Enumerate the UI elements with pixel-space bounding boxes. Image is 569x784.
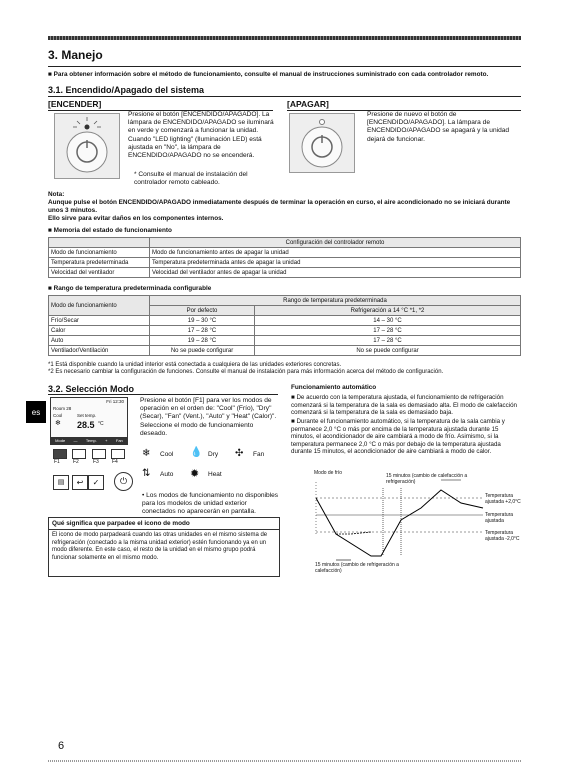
f3-button[interactable] [92,449,106,459]
mode-note: • Los modos de funcionamiento no disponibles para los modelos de unidad exterior conectados no aparecerán en pantalla. [142,492,279,516]
f1-button[interactable] [53,449,67,459]
diagram-set: Temperatura ajustada [485,512,514,524]
auto-diagram [291,468,521,588]
on-footnote: * Consulte el manual de instalación del controlador remoto cableado. [134,171,248,187]
table-row: Velocidad del ventilador Velocidad del ventilador antes de apagar la unidad [49,268,521,278]
footnote-1: *1 Está disponible cuando la unidad interior está conectada a cualquiera de las unidades exteriores concretas. [48,362,342,368]
fan-icon: ✣ [235,448,244,459]
remote-temp: 28.5 [77,420,95,430]
divider [48,394,278,395]
f1-label: F1 [54,459,60,465]
f4-button[interactable] [111,449,125,459]
mode-auto-label: Auto [160,471,174,478]
mode-instructions: Presione el botón [F1] para ver los modos de operación en el orden de: "Cool" (Frío), "Dry" (Secar), "Fan" (Vent.), "Auto" y "Heat" (Calor)". Seleccione el modo de funcionamiento deseado. [140,397,277,437]
heat-icon: ✹ [190,468,200,480]
remote-mode: Cool [53,413,63,418]
language-tab: es [26,401,46,423]
divider [49,529,279,530]
on-instructions: Presione el botón [ENCENDIDO/APAGADO]. La lámpara de ENCENDIDO/APAGADO se iluminará en verde y comenzará a funcionar la unidad. Cuando "LED lighting" (Iluminación LED) está ajustada en "No", la lámpara de ENCENDIDO/APAGADO no se encenderá. [128,111,274,160]
f2-label: F2 [73,459,79,465]
off-button-illustration [289,113,355,173]
range-table: Modo de funcionamiento Rango de temperatura predeterminada Por defecto Refrigeración a 14 °C *1, *2 Frío/Secar 19 – 30 °C 14 – 30 °C Calor 17 – 28 °C 17 – 28 °C Auto 19 – 28 °C 17 – 28 °C Ventilador/Ventilación No se puede configurar No se puede configurar [48,295,521,356]
confirm-button[interactable]: ✓ [88,475,104,490]
on-button-illustration [54,113,120,179]
power-button-off-icon [290,114,354,172]
range-title: ■ Rango de temperatura predeterminada configurable [48,285,212,292]
remote-time: Fri 12:30 [106,399,124,404]
table-row: Auto 19 – 28 °C 17 – 28 °C [49,336,521,346]
return-button[interactable]: ↩ [72,475,88,490]
mode-icons [140,446,280,486]
divider [48,66,521,67]
remote-set-label: Set temp. [77,413,97,418]
cool-icon: ❄ [142,448,151,459]
table-row: Ventilador/Ventilación No se puede configurar No se puede configurar [49,346,521,356]
subsection-title-power: 3.1. Encendido/Apagado del sistema [48,85,205,95]
divider [48,96,521,97]
off-instructions: Presione de nuevo el botón de [ENCENDIDO/APAGADO]. La lámpara de ENCENDIDO/APAGADO se apagará y la unidad dejará de funcionar. [367,111,510,143]
off-tag: [APAGAR] [287,99,329,109]
auto-bullet-1: ■ De acuerdo con la temperatura ajustada, el funcionamiento de refrigeración comenzará si la temperatura de la sala es demasiado alta. El modo de calefacción comenzará si la temperatura de la sala es demasiado baja. [291,394,517,417]
blink-box-text: El icono de modo parpadeará cuando las otras unidades en el mismo sistema de refrigeración (conectado a la misma unidad exterior) estén funcionando ya en un modo diferente. En este caso, el resto de la unidad en el mismo grupo podrá funcionar solamente en el mismo modo. [52,532,268,561]
remote-bar: Mode — Temp. + Fan [51,437,127,444]
diagram-minus2: Temperatura ajustada -2,0°C [485,530,520,542]
page-number: 6 [58,740,65,752]
mode-cool-label: Cool [160,451,174,458]
bottom-rule [48,760,521,762]
blink-box-title: Qué significa que parpadee el icono de modo [52,520,190,527]
memory-title: ■ Memoria del estado de funcionamiento [48,227,172,234]
dry-icon: 💧 [190,447,203,458]
diagram-15min-b: 15 minutos (cambio de refrigeración a calefacción) [315,562,399,574]
note-line-2: Ello sirve para evitar daños en los componentes internos. [48,215,224,222]
top-rule [48,36,521,40]
table-row: Modo de funcionamiento Modo de funcionamiento antes de apagar la unidad [49,248,521,258]
diagram-plus2: Temperatura ajustada +2,0°C [485,493,521,505]
diagram-cool-label: Modo de frío [314,470,343,476]
on-tag: [ENCENDER] [48,99,102,109]
mode-fan-label: Fan [253,451,265,458]
note-label: Nota: [48,191,65,198]
menu-button[interactable]: ▤ [53,475,69,490]
remote-room: Room 28 [53,406,72,411]
subsection-title-mode: 3.2. Selección Modo [48,384,135,394]
f4-label: F4 [112,459,118,465]
table-row: Calor 17 – 28 °C 17 – 28 °C [49,326,521,336]
mode-dry-label: Dry [208,451,219,458]
footnote-2: *2 Es necesario cambiar la configuración de funciones. Consulte el manual de instalación para más información acerca del método de configuración. [48,369,444,375]
power-button-lit-icon [55,114,119,178]
snowflake-icon: ❄ [55,420,61,427]
table-row: Frío/Secar 19 – 30 °C 14 – 30 °C [49,316,521,326]
remote-lower-buttons [50,471,132,491]
f3-label: F3 [93,459,99,465]
table-row: Temperatura predeterminada Temperatura predeterminada antes de apagar la unidad [49,258,521,268]
note-line-1: Aunque pulse el botón ENCENDIDO/APAGADO inmediatamente después de terminar la operación en curso, el aire acondicionado no se iniciará durante unos 3 minutos. [48,199,511,214]
mode-heat-label: Heat [208,471,222,478]
auto-title: Funcionamiento automático [291,384,377,391]
f2-button[interactable] [72,449,86,459]
remote-screen [50,397,128,445]
section-title: 3. Manejo [48,48,103,62]
remote-illustration [50,397,128,475]
auto-icon: ⇅ [142,468,151,479]
auto-bullet-2: ■ Durante el funcionamiento automático, si la temperatura de la sala cambia y permanece 2,0 °C o más por encima de la temperatura ajustada durante 15 minutos, el acondicionador de aire cambiará a modo de frío. Asimismo, si la temperatura permanece 2,0 °C o más por debajo de la temperatura ajustada durante 15 minutos, el acondicionador de aire cambiará a modo de calor. [291,418,505,456]
memory-header: Configuración del controlador remoto [150,238,521,248]
power-button[interactable]: ⏻ [114,472,133,491]
intro-text: ■ Para obtener información sobre el método de funcionamiento, consulte el manual de instrucciones suministrado con cada controlador remoto. [48,71,489,78]
memory-table [48,237,521,278]
blink-info-box [48,517,280,577]
remote-unit: °C [98,421,104,427]
diagram-15min-a: 15 minutos (cambio de calefacción a refrigeración) [386,473,468,485]
